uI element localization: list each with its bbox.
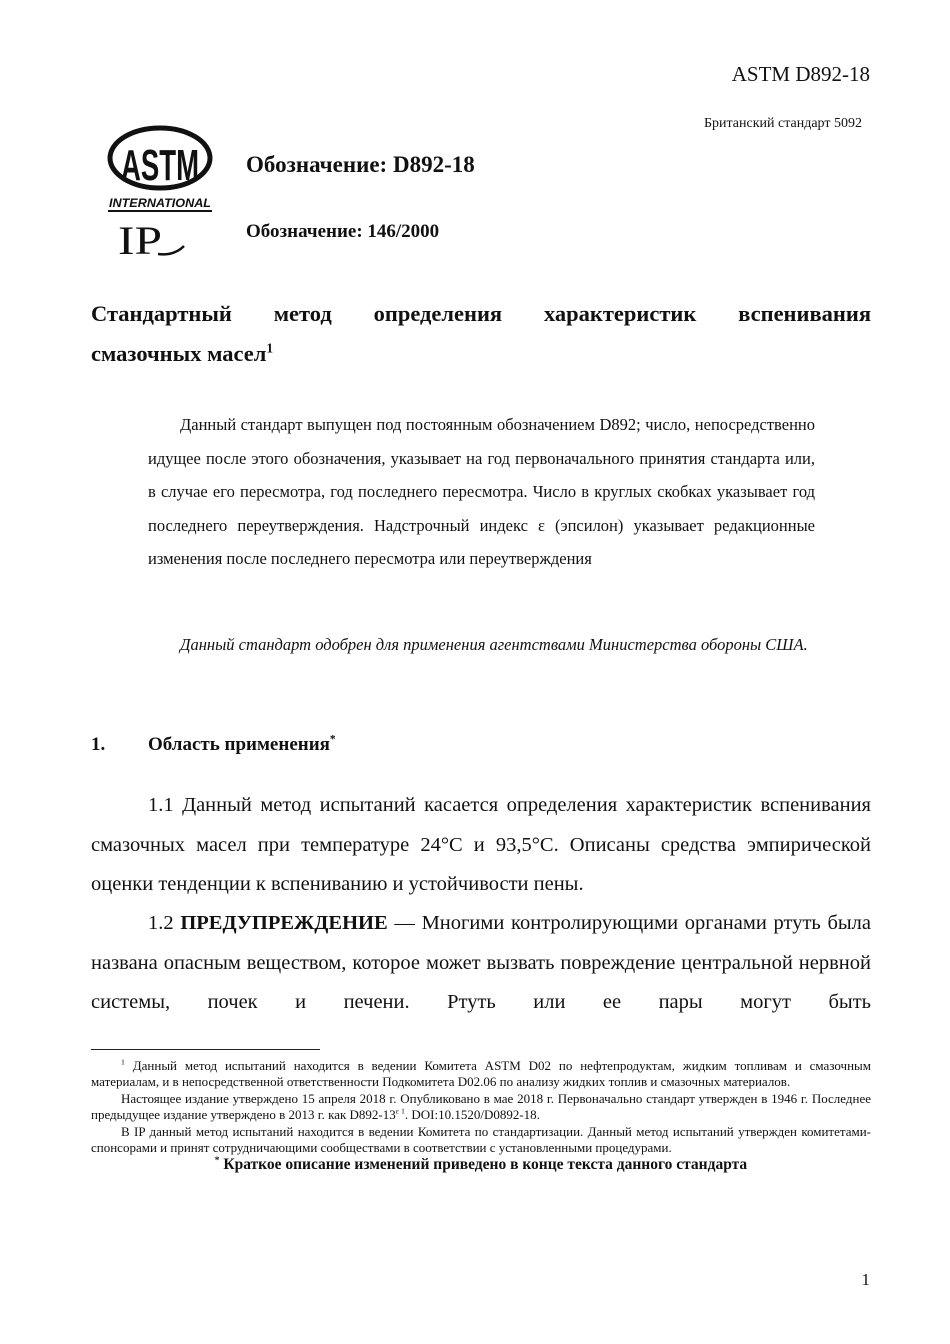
section-title-text: Область применения: [148, 734, 330, 755]
footnote-2-text-b: . DOI:10.1520/D0892-18.: [404, 1106, 540, 1122]
footnote-2: [91, 1091, 871, 1122]
footnote-2-sup: ε 1: [395, 1106, 405, 1116]
section-title: [148, 734, 336, 756]
section-number: 1.: [91, 734, 106, 755]
astm-logo-underline: [108, 210, 212, 212]
footnote-star-mark: *: [214, 1155, 220, 1166]
british-standard-label: Британский стандарт 5092: [703, 116, 862, 131]
designation-ip: Обозначение: 146/2000: [246, 221, 440, 242]
footnote-divider: [91, 1049, 320, 1050]
dod-approval-note: Данный стандарт одобрен для применения агентствами Министерства обороны США.: [180, 635, 808, 654]
astm-logo: [104, 118, 216, 214]
footnote-2-text-a: Настоящее издание утверждено 15 апреля 2018 г. Опубликовано в мае 2018 г. Первоначально стандарт утвержден в 1946 г. Последнее предыдущее издание утверждено в 2013 г. как D892-13: [91, 1091, 871, 1122]
document-title: [91, 294, 871, 374]
warning-label: ПРЕДУПРЕЖДЕНИЕ: [180, 912, 388, 934]
standard-code: ASTM D892-18: [731, 62, 870, 86]
astm-logo-letters: ASTM: [121, 141, 199, 190]
title-line-2: смазочных масел: [91, 341, 267, 366]
page-number: 1: [861, 1270, 870, 1289]
footnote-1-mark: 1: [121, 1057, 125, 1067]
footnote-star-text: Краткое описание изменений приведено в конце текста данного стандарта: [223, 1156, 748, 1173]
title-footnote-mark: 1: [266, 340, 274, 356]
astm-logo-international: INTERNATIONAL: [109, 196, 211, 210]
intro-paragraph: Данный стандарт выпущен под постоянным обозначением D892; число, непосредственно идущее после этого обозначения, указывает на год первоначального принятия стандарта или, в случае его пересмотра, год последнего пересмотра. Число в круглых скобках указывает год последнего переутверждения. Надстрочный индекс ε (эпсилон) указывает редакционные изменения после последнего пересмотра или переутверждения: [148, 415, 815, 568]
title-line-1: Стандартный метод определения характеристик вспенивания: [91, 301, 871, 326]
footnote-1: [91, 1058, 871, 1089]
paragraph-1-2-text: — Многими контролирующими органами ртуть была названа опасным веществом, которое может вызвать повреждение центральной нервной системы, почек и печени. Ртуть или ее пары могут быть: [91, 912, 872, 1013]
footnote-star: [91, 1157, 871, 1173]
footnote-3: [91, 1124, 871, 1155]
ip-logo: [118, 218, 188, 263]
section-title-mark: *: [329, 733, 336, 746]
ip-logo-letters: IP: [118, 218, 162, 263]
footnote-3-text: В IP данный метод испытаний находится в ведении Комитета по стандартизации. Данный метод испытаний утвержден комитетами-спонсорами и принят сотрудничающими сообществами в соответствии с установленными процедурами.: [91, 1124, 871, 1155]
footnote-1-text: Данный метод испытаний находится в ведении Комитета ASTM D02 по нефтепродуктам, жидким топливам и смазочным материалам, и в непосредственной ответственности Подкомитета D02.06 по анализу жидких топлив и смазочных материалов.: [91, 1058, 872, 1089]
footnotes: [91, 1058, 871, 1173]
paragraph-1-2-number: 1.2: [148, 912, 174, 934]
designation-astm: Обозначение: D892-18: [246, 152, 475, 177]
paragraph-1-1: 1.1 Данный метод испытаний касается определения характеристик вспенивания смазочных масел при температуре 24°C и 93,5°C. Описаны средства эмпирической оценки тенденции к вспениванию и устойчивости пены.: [91, 794, 871, 895]
paragraph-1-2: [91, 904, 871, 1022]
